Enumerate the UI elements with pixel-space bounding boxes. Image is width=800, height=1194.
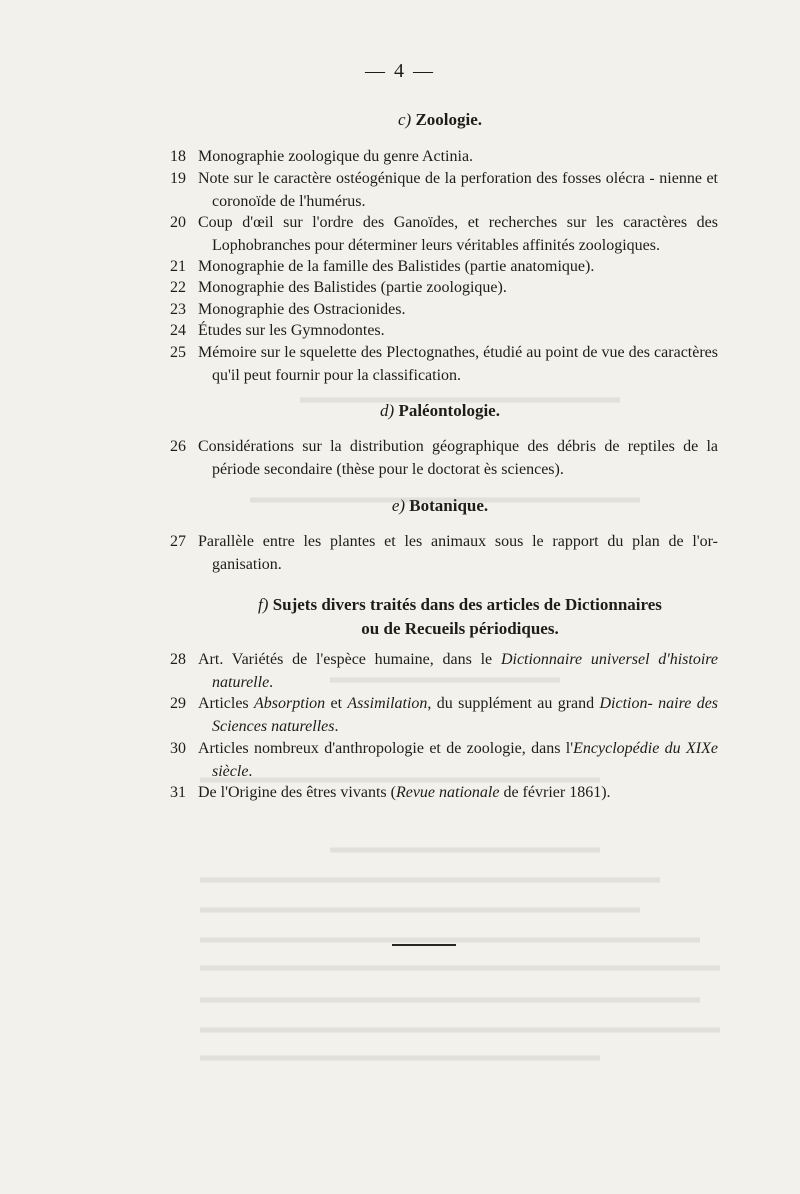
text-run: Art. Variétés de l'espèce humaine, dans le [198,651,501,668]
entry-text: Monographie des Ostracionides. [198,301,406,318]
page-number: — 4 — [365,60,435,82]
entry-number: 26 [170,438,186,455]
section-heading-sujets [0,593,800,641]
section-title: Botanique. [409,496,489,515]
entry-number: 31 [170,784,186,801]
section-letter: e) [391,496,406,515]
section-letter: d) [380,401,395,420]
entry-text: Études sur les Gymnodontes. [198,322,385,339]
list-item [170,276,718,299]
list-item [170,737,718,783]
entry-text: Monographie zoologique du genre Actinia. [198,148,474,165]
entry-number: 22 [170,279,186,296]
section-title: Paléontologie. [398,401,500,420]
entry-text: Monographie de la famille des Balistides (partie anatomique). [198,258,595,275]
text-run: . [248,763,253,780]
text-run: et [325,695,348,712]
entry-number: 27 [170,533,186,550]
entry-number: 28 [170,651,186,668]
entry-number: 19 [170,170,186,187]
entry-text: Note sur le caractère ostéogénique de la perforation des fosses olécra - nienne et coronoïde de l'humérus. [198,170,718,210]
closing-rule [392,944,456,946]
section-title-line2: ou de Recueils périodiques. [361,619,559,638]
entry-number: 23 [170,301,186,318]
list-item [170,145,718,168]
italic-title: Assimilation [347,695,428,712]
entry-text [198,648,718,694]
section-letter: c) [397,110,412,129]
italic-title: Absorption [254,695,326,712]
list-item [170,255,718,278]
italic-title: Revue nationale [395,784,500,801]
italic-title: Diction- naire des Sciences naturelles [212,695,719,735]
section-title-line1: Sujets divers traités dans des articles de Dictionnaires [272,595,662,614]
italic-title: Dictionnaire universel d'histoire naturelle [212,651,718,691]
entry-text [198,692,718,738]
list-item [170,530,718,576]
list-item [170,781,718,804]
list-item [170,298,718,321]
list-item [170,211,718,257]
section-letter: f) [258,595,269,614]
italic-title: Encyclopédie du XIXe siècle [212,740,718,780]
entry-number: 21 [170,258,186,275]
entry-text: Considérations sur la distribution géographique des débris de reptiles de la période secondaire (thèse pour le doctorat ès sciences). [198,438,718,478]
entry-text: Mémoire sur le squelette des Plectognathes, étudié au point de vue des caractères qu'il peut fournir pour la classification. [198,344,718,384]
entry-number: 24 [170,322,186,339]
list-item [170,435,718,481]
text-run: Articles [198,695,255,712]
list-item [170,648,718,694]
entry-number: 30 [170,740,186,757]
entry-text: Parallèle entre les plantes et les animaux sous le rapport du plan de l'or- ganisation. [198,533,718,573]
entry-text: Coup d'œil sur l'ordre des Ganoïdes, et recherches sur les caractères des Lophobranches pour déterminer leurs véritables affinités zoologiques. [198,214,718,254]
list-item [170,341,718,387]
section-heading-botanique [0,496,800,516]
entry-number: 20 [170,214,186,231]
text-run: , du supplément au grand [427,695,600,712]
text-run: . [334,718,339,735]
text-run: . [269,674,274,691]
list-item [170,319,718,342]
section-heading-zoologie [0,110,800,130]
text-run: de février 1861). [499,784,611,801]
entry-text: Monographie des Balistides (partie zoologique). [198,279,507,296]
entry-number: 18 [170,148,186,165]
section-title: Zoologie. [415,110,483,129]
text-run: Articles nombreux d'anthropologie et de zoologie, dans l' [198,740,574,757]
entry-number: 29 [170,695,186,712]
text-run: De l'Origine des êtres vivants ( [198,784,396,801]
list-item [170,692,718,738]
list-item [170,167,718,213]
entry-text [198,737,718,783]
section-heading-paleontologie [0,401,800,421]
entry-text [198,781,718,804]
entry-number: 25 [170,344,186,361]
